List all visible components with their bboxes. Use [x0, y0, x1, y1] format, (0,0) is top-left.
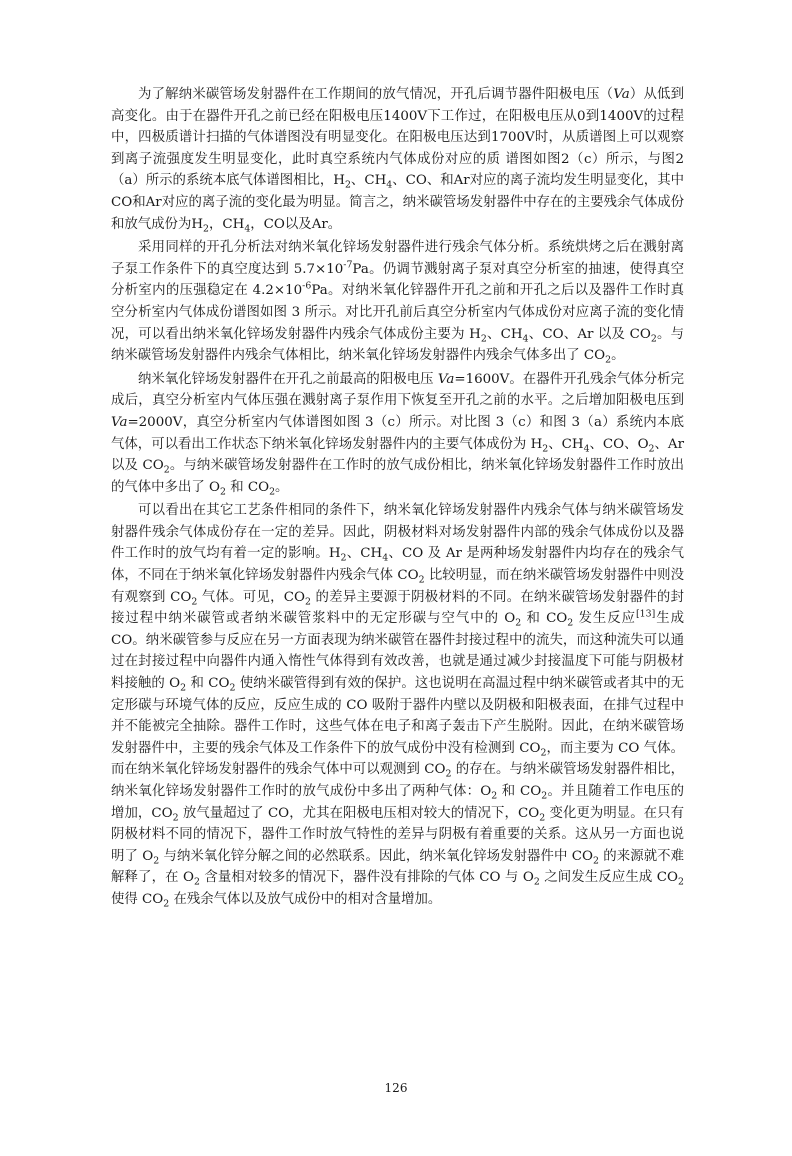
- subscript: 2: [567, 617, 574, 629]
- text-run: 为了解纳米碳管场发射器件在工作期间的放气情况，开孔后调节器件阳极电压（: [138, 87, 614, 102]
- italic-symbol: Va: [613, 87, 630, 102]
- text-run: ，CH: [209, 216, 245, 232]
- paragraph-2: [111, 237, 684, 367]
- subscript: 2: [593, 855, 599, 867]
- paragraph-4: [111, 500, 684, 910]
- subscript: 2: [445, 769, 452, 781]
- text-run: 。并且随着工作电压的增加，CO: [111, 784, 684, 821]
- subscript: 4: [382, 553, 389, 565]
- subscript: 2: [605, 354, 612, 366]
- subscript: 2: [541, 790, 548, 802]
- text-run: 的差异主要源于阴极材料的不同。在纳米碳管场发射器件的封接过程中纳米碳管或者纳米碳管浆料中的无定形碳与空气中的 O: [111, 589, 684, 627]
- text-run: 放气量超过了 CO，尤其在阳极电压相对较大的情况下，CO: [178, 805, 540, 821]
- text-run: 在残余气体以及放气成份中的相对含量增加。: [169, 891, 442, 907]
- text-run: 、CH: [350, 173, 387, 189]
- text-run: 含量相对较多的情况下，器件没有排除的气体 CO 与 O: [199, 870, 534, 886]
- text-run: ）从低到高变化。由于在器件开孔之前已经在阳极电压1400V下工作过，在阳极电压从0到1400V的过程中，四极质谱计扫描的气体谱图没有明显变化。在阳极电压达到1700V时，从质谱图上可以观察到离子流强度发生明显变化，此时真空系统内气体成份对应的质 谱图如图2（c）所示，与图2（a）所示的系统本底气体谱图相比，H: [111, 87, 685, 189]
- subscript: 2: [229, 682, 236, 694]
- subscript: 2: [269, 486, 276, 498]
- text-run: 。: [275, 479, 289, 495]
- text-run: 、Ar 以及 CO: [111, 436, 684, 474]
- text-run: 。: [611, 348, 625, 364]
- subscript: 2: [340, 553, 347, 565]
- subscript: 2: [163, 464, 170, 476]
- subscript: 2: [203, 223, 209, 235]
- text-run: 与纳米氧化锌分解之间的必然联系。因此，纳米氧化锌场发射器件中 CO: [159, 848, 593, 864]
- subscript: 2: [194, 877, 200, 889]
- subscript: 2: [153, 855, 160, 867]
- subscript: 2: [305, 596, 311, 608]
- text-run: ，而主要为 CO 气体。而在纳米氧化锌场发射器件的残余气体中可以观测到 CO: [111, 740, 684, 778]
- text-run: 和 CO: [521, 611, 568, 627]
- text-run: 的来源就不难解释了，在 O: [111, 848, 685, 886]
- text-run: Pa。仍调节溅射离子泵对真空分析室的抽速，使得真空分析室内的压强稳定在 4.2×10: [111, 261, 685, 299]
- text-run: 使得 CO: [111, 891, 164, 907]
- italic-symbol: Va: [437, 371, 455, 387]
- text-run: 。与纳米碳管场发射器件在工作时的放气成份相比，纳米氧化锌场发射器件工作时放出的气体中多出了 O: [111, 458, 685, 495]
- subscript: 2: [648, 443, 655, 455]
- superscript: [13]: [636, 608, 656, 620]
- text-run: 变化更为明显。在只有阴极材料不同的情况下，器件工作时放气特性的差异与阴极有着重要的关系。这从另一方面也说明了 O: [111, 805, 684, 864]
- text-run: 纳米氧化锌场发射器件在开孔之前最高的阳极电压: [138, 371, 438, 387]
- subscript: 4: [386, 180, 393, 192]
- text-run: 、CH: [346, 546, 383, 562]
- subscript: 2: [163, 898, 170, 910]
- text-run: 和 CO: [186, 676, 230, 692]
- subscript: 4: [244, 223, 251, 235]
- text-run: 、CO、Ar 以及 CO: [528, 326, 651, 342]
- text-run: 气体。可见，CO: [197, 589, 306, 605]
- text-run: =2000V，真空分析室内气体谱图如图 3（c）所示。对比图 3（c）和图 3（a）系统内本底气体，可以看出工作状态下纳米氧化锌场发射器件内的主要气体成份为 H: [111, 414, 684, 452]
- subscript: 2: [480, 333, 487, 345]
- subscript: 2: [540, 747, 547, 759]
- subscript: 2: [219, 486, 226, 498]
- text-run: 。与纳米碳管场发射器件内残余气体相比，纳米氧化锌场发射器件内残余气体多出了 CO: [111, 326, 684, 364]
- subscript: 2: [650, 333, 657, 345]
- text-run: 使纳米碳管得到有效的保护。这也说明在高温过程中纳米碳管或者其中的无定形碳与环境气体的反应，反应生成的 CO 吸附于器件内壁以及阴极和阳极表面，在排气过程中并不能被完全抽除。器件工作时，这些气体在电子和离子轰击下产生脱附。因此，在纳米碳管场发射器件中，主要的残余气体及工作条件下的放气成份中没有检测到 CO: [111, 676, 685, 756]
- superscript: -7: [343, 259, 353, 271]
- text-run: =1600V。在器件开孔残余气体分析完成后，真空分析室内气体压强在溅射离子泵作用下恢复至开孔之前的水平。之后增加阳极电压到: [111, 371, 685, 409]
- text-run: 生成 CO。纳米碳管参与反应在另一方面表现为纳米碳管在器件封接过程中的流失，而这种流失可以通过在封接过程中向器件内通入惰性气体得到有效改善，也就是通过减少封接温度下可能与阴极材料接触的 O: [111, 611, 684, 692]
- text-run: 发生反应: [573, 611, 636, 627]
- subscript: 2: [678, 877, 684, 889]
- text-run: Pa。对纳米氧化锌器件开孔之前和开孔之后以及器件工作时真空分析室内气体成份谱图如图 3 所示。对比开孔前后真空分析室内气体成份对应离子流的变化情况，可以看出纳米氧化锌场发射器件内残余气体成份主要为 H: [111, 283, 685, 342]
- text-run: 、CO 及 Ar 是两种场发射器件内均存在的残余气体，不同在于纳米氧化锌场发射器件内残余气体 CO: [111, 546, 684, 584]
- subscript: 2: [172, 812, 179, 824]
- subscript: 2: [533, 877, 540, 889]
- subscript: 2: [418, 574, 425, 586]
- text-run: 之间发生反应生成 CO: [539, 870, 679, 886]
- subscript: 4: [583, 443, 590, 455]
- document-body: [111, 84, 684, 911]
- text-run: 、CO、O: [589, 436, 649, 452]
- superscript: -6: [302, 280, 312, 292]
- subscript: 2: [515, 617, 522, 629]
- text-run: 、CH: [486, 326, 523, 342]
- subscript: 2: [491, 790, 498, 802]
- subscript: 2: [180, 682, 187, 694]
- text-run: ，CO以及Ar。: [250, 216, 342, 232]
- subscript: 2: [539, 812, 546, 824]
- italic-symbol: Va: [111, 414, 128, 430]
- text-run: 和 CO: [225, 479, 270, 495]
- text-run: 比较明显，而在纳米碳管场发射器件中则没有观察到 CO: [111, 568, 684, 605]
- text-run: 、CH: [548, 436, 584, 452]
- subscript: 2: [542, 443, 549, 455]
- subscript: 2: [191, 596, 198, 608]
- page-number: 126: [384, 1081, 408, 1095]
- paragraph-3: [111, 369, 684, 499]
- text-run: 的存在。与纳米碳管场发射器件相比，纳米氧化锌场发射器件工作时的放气成份中多出了两种气体：O: [111, 762, 684, 799]
- subscript: 2: [344, 180, 351, 192]
- paragraph-1: [111, 84, 684, 235]
- text-run: 可以看出在其它工艺条件相同的条件下，纳米氧化锌场发射器件内残余气体与纳米碳管场发射器件残余气体成份存在一定的差异。因此，阴极材料对场发射器件内部的残余气体成份以及器件工作时的放气均有着一定的影响。H: [111, 503, 684, 562]
- text-run: 采用同样的开孔分析法对纳米氧化锌场发射器件进行残余气体分析。系统烘烤之后在溅射离子泵工作条件下的真空度达到 5.7×10: [111, 240, 684, 277]
- text-run: 、CO、和Ar对应的离子流均发生明显变化，其中CO和Ar对应的离子流的变化最为明显。简言之，纳米碳管场发射器件中存在的主要残余气体成份和放气成份为H: [111, 173, 684, 232]
- text-run: 和 CO: [497, 784, 542, 799]
- subscript: 4: [522, 333, 529, 345]
